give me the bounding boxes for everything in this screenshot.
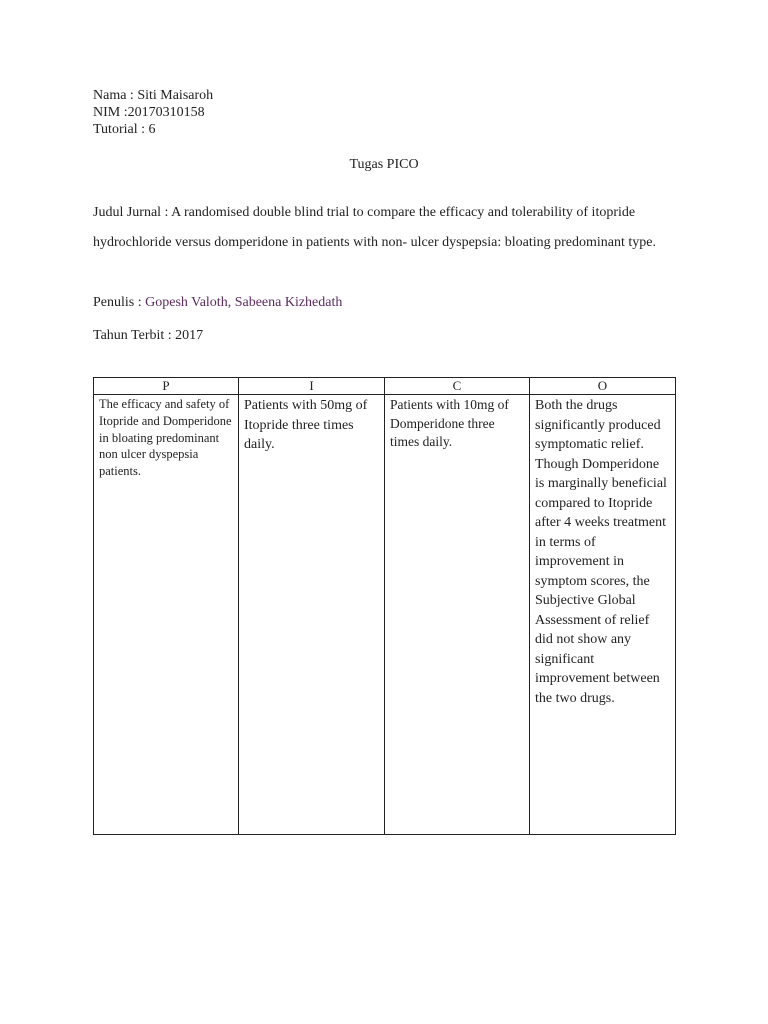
- authors-names: Gopesh Valoth, Sabeena Kizhedath: [145, 295, 343, 310]
- student-name: Nama : Siti Maisaroh: [93, 88, 214, 103]
- student-nim: NIM :20170310158: [93, 105, 205, 120]
- pico-table: [93, 377, 676, 835]
- header-o: O: [530, 378, 676, 395]
- pico-header-row: [94, 378, 676, 395]
- header-i: I: [239, 378, 385, 395]
- publication-year: Tahun Terbit : 2017: [93, 328, 204, 343]
- authors-line: [93, 294, 342, 311]
- header-c: C: [385, 378, 530, 395]
- pico-body-row: [94, 395, 676, 835]
- tutorial-number: Tutorial : 6: [93, 122, 156, 137]
- authors-label: Penulis :: [93, 295, 146, 310]
- cell-outcome: Both the drugs significantly produced symptomatic relief. Though Domperidone is marginally beneficial compared to Itopride after 4 weeks treatment in terms of improvement in symptom scores, the Subjective Global Assessment of relief did not show any significant improvement between the two drugs.: [530, 395, 676, 835]
- student-info: [93, 87, 213, 138]
- header-p: P: [94, 378, 239, 395]
- document-title: Tugas PICO: [349, 157, 419, 172]
- cell-population: The efficacy and safety of Itopride and Domperidone in bloating predominant non ulcer dyspepsia patients.: [94, 395, 239, 835]
- cell-intervention: Patients with 50mg of Itopride three times daily.: [239, 395, 385, 835]
- cell-comparison: Patients with 10mg of Domperidone three times daily.: [385, 395, 530, 835]
- journal-title: Judul Jurnal : A randomised double blind trial to compare the efficacy and tolerability of itopride hydrochloride versus domperidone in patients with non- ulcer dyspepsia: bloating predominant type.: [93, 205, 656, 250]
